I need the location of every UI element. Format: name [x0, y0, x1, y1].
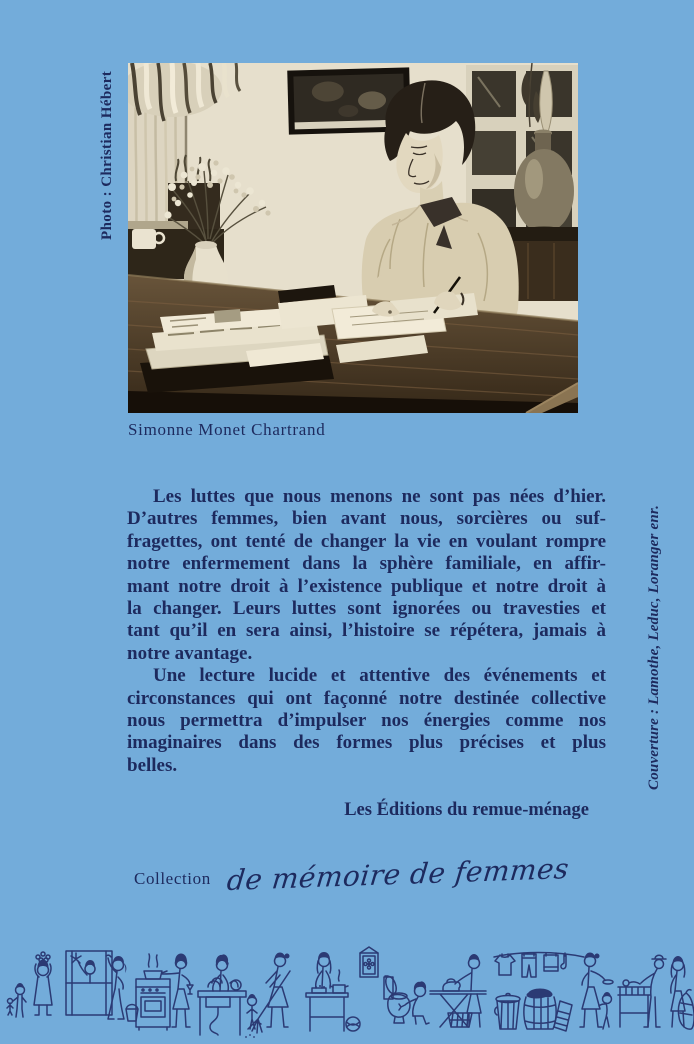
author-photo: [128, 63, 578, 413]
cover-design-credit: Couverture : Lamothe, Leduc, Loranger enr.: [646, 504, 662, 790]
photo-caption: Simonne Monet Chartrand: [128, 420, 326, 439]
paragraph-1: Les luttes que nous menons ne sont pas nées d’hier. D’autres femmes, bien avant nous, sorcières ou suf- fragettes, ont tenté de changer la vie en voulant rompre notre enfermement dans la sphère familiale, en affir- mant notre droit à l’existence publique et notre droit à la changer. Leurs luttes sont ignorées ou travesties et tant qu’il en sera ainsi, l’histoire se répétera, jamais à notre avantage.: [127, 486, 606, 664]
collection-label: Collection: [134, 869, 211, 888]
frieze-woman-with-sack: [671, 956, 694, 1029]
frieze-ironing: [430, 954, 486, 1027]
photo-credit: Photo : Christian Hébert: [99, 70, 115, 240]
frieze-wall-picture: [360, 947, 378, 977]
frieze-garbage-can: [495, 994, 520, 1030]
paragraph-2: Une lecture lucide et attentive des événements et circonstances qui ont façonné notre destinée collective nous permettra d’impulser nos énergies comme nos imaginaires dans des formes plus précises et plus belles.: [127, 665, 606, 776]
publisher-name: Les Éditions du remue-ménage: [344, 800, 589, 820]
frieze-washing-dishes: [198, 954, 257, 1035]
collection-line: [134, 851, 571, 910]
frieze-toilet-scrubbing: [384, 975, 429, 1024]
frieze-mother-with-flowers-and-child: [7, 952, 52, 1017]
back-cover-text: [127, 486, 606, 777]
frieze-wash-barrel: [524, 989, 572, 1032]
frieze-clothesline: [494, 953, 584, 978]
frieze-cooking-at-stove: [136, 954, 193, 1031]
frieze-window-washing: [66, 951, 138, 1021]
frieze-mother-with-clinging-child: [580, 953, 613, 1030]
collection-name-script: de mémoire de femmes: [225, 851, 571, 898]
frieze-crib-and-father: [618, 955, 666, 1027]
domestic-scenes-frieze: [0, 929, 694, 1041]
frieze-food-preparation: [306, 952, 360, 1031]
